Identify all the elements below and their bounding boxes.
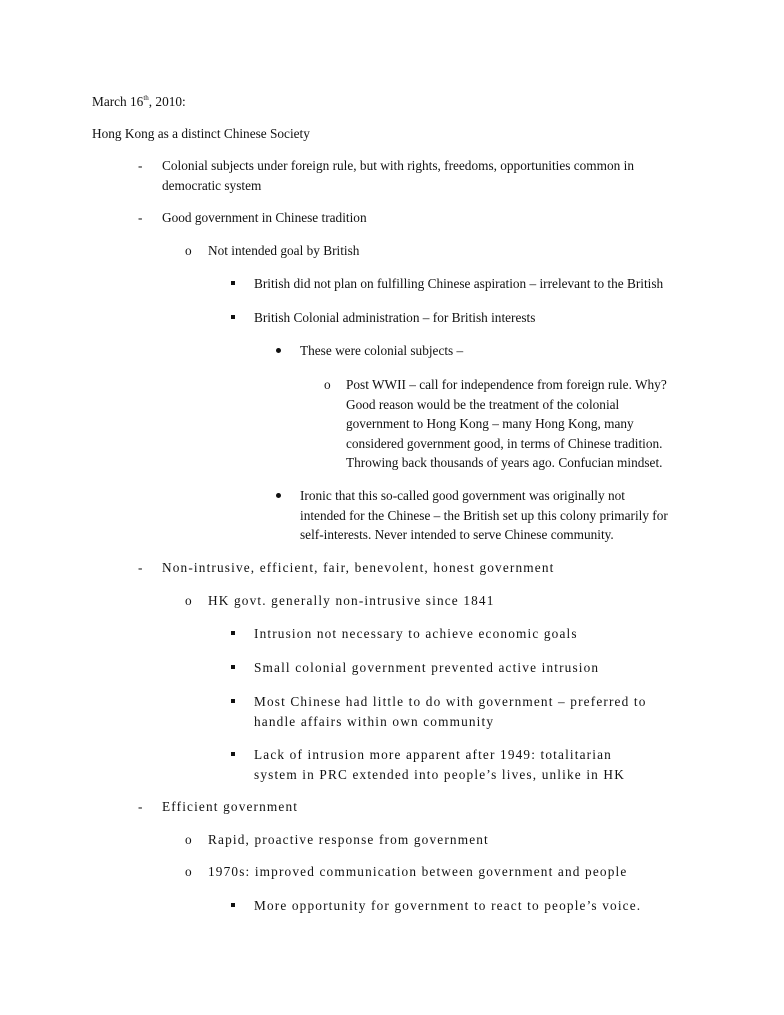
s2-bullet2-line3: self-interests. Never intended to serve Chinese community.	[300, 527, 614, 542]
circle-marker: o	[185, 593, 192, 608]
round-bullet	[276, 348, 281, 353]
s3-item3-line2: handle affairs within own community	[254, 714, 495, 729]
round-bullet	[276, 493, 281, 498]
s3-item4-line1: Lack of intrusion more apparent after 1949: totalitarian	[254, 747, 612, 762]
circle-marker: o	[185, 832, 192, 847]
s4-sub1: Rapid, proactive response from government	[208, 832, 489, 847]
square-bullet	[231, 315, 235, 319]
s4-sub2: 1970s: improved communication between government and people	[208, 864, 628, 879]
dash-marker: -	[138, 158, 143, 173]
square-bullet	[231, 281, 235, 285]
s3-item2: Small colonial government prevented active intrusion	[254, 660, 600, 675]
dash-marker: -	[138, 560, 143, 575]
s2-sub-text: Not intended goal by British	[208, 243, 360, 258]
square-bullet	[231, 699, 235, 703]
s4-text: Efficient government	[162, 799, 299, 814]
s2-text: Good government in Chinese tradition	[162, 210, 367, 225]
s2-bullet1: These were colonial subjects –	[300, 343, 464, 358]
s3-item1: Intrusion not necessary to achieve economic goals	[254, 626, 578, 641]
s2-deep-line2: Good reason would be the treatment of the colonial	[346, 397, 620, 412]
s2-deep-line5: Throwing back thousands of years ago. Confucian mindset.	[346, 455, 663, 470]
s2-deep-line4: considered government good, in terms of Chinese tradition.	[346, 436, 663, 451]
square-bullet	[231, 752, 235, 756]
s2-bullet2-line1: Ironic that this so-called good government was originally not	[300, 488, 625, 503]
circle-marker: o	[185, 243, 192, 258]
circle-marker: o	[185, 864, 192, 879]
s3-text: Non-intrusive, efficient, fair, benevolent, honest government	[162, 560, 555, 575]
s3-sub-text: HK govt. generally non-intrusive since 1841	[208, 593, 495, 608]
square-bullet	[231, 903, 235, 907]
s4-item1: More opportunity for government to react to people’s voice.	[254, 898, 642, 913]
page-title: Hong Kong as a distinct Chinese Society	[92, 126, 310, 141]
s2-item1: British did not plan on fulfilling Chinese aspiration – irrelevant to the British	[254, 276, 664, 291]
s2-item2: British Colonial administration – for British interests	[254, 310, 536, 325]
circle-marker: o	[324, 377, 331, 392]
dash-marker: -	[138, 799, 143, 814]
s1-text-line1: Colonial subjects under foreign rule, but with rights, freedoms, opportunities common in	[162, 158, 634, 173]
s2-bullet2-line2: intended for the Chinese – the British set up this colony primarily for	[300, 508, 668, 523]
s2-deep-line1: Post WWII – call for independence from foreign rule. Why?	[346, 377, 667, 392]
s3-item3-line1: Most Chinese had little to do with government – preferred to	[254, 694, 647, 709]
square-bullet	[231, 631, 235, 635]
s3-item4-line2: system in PRC extended into people’s lives, unlike in HK	[254, 767, 625, 782]
s1-text-line2: democratic system	[162, 178, 262, 193]
dash-marker: -	[138, 210, 143, 225]
date-heading: March 16th, 2010:	[92, 94, 186, 109]
s2-deep-line3: government to Hong Kong – many Hong Kong, many	[346, 416, 634, 431]
square-bullet	[231, 665, 235, 669]
